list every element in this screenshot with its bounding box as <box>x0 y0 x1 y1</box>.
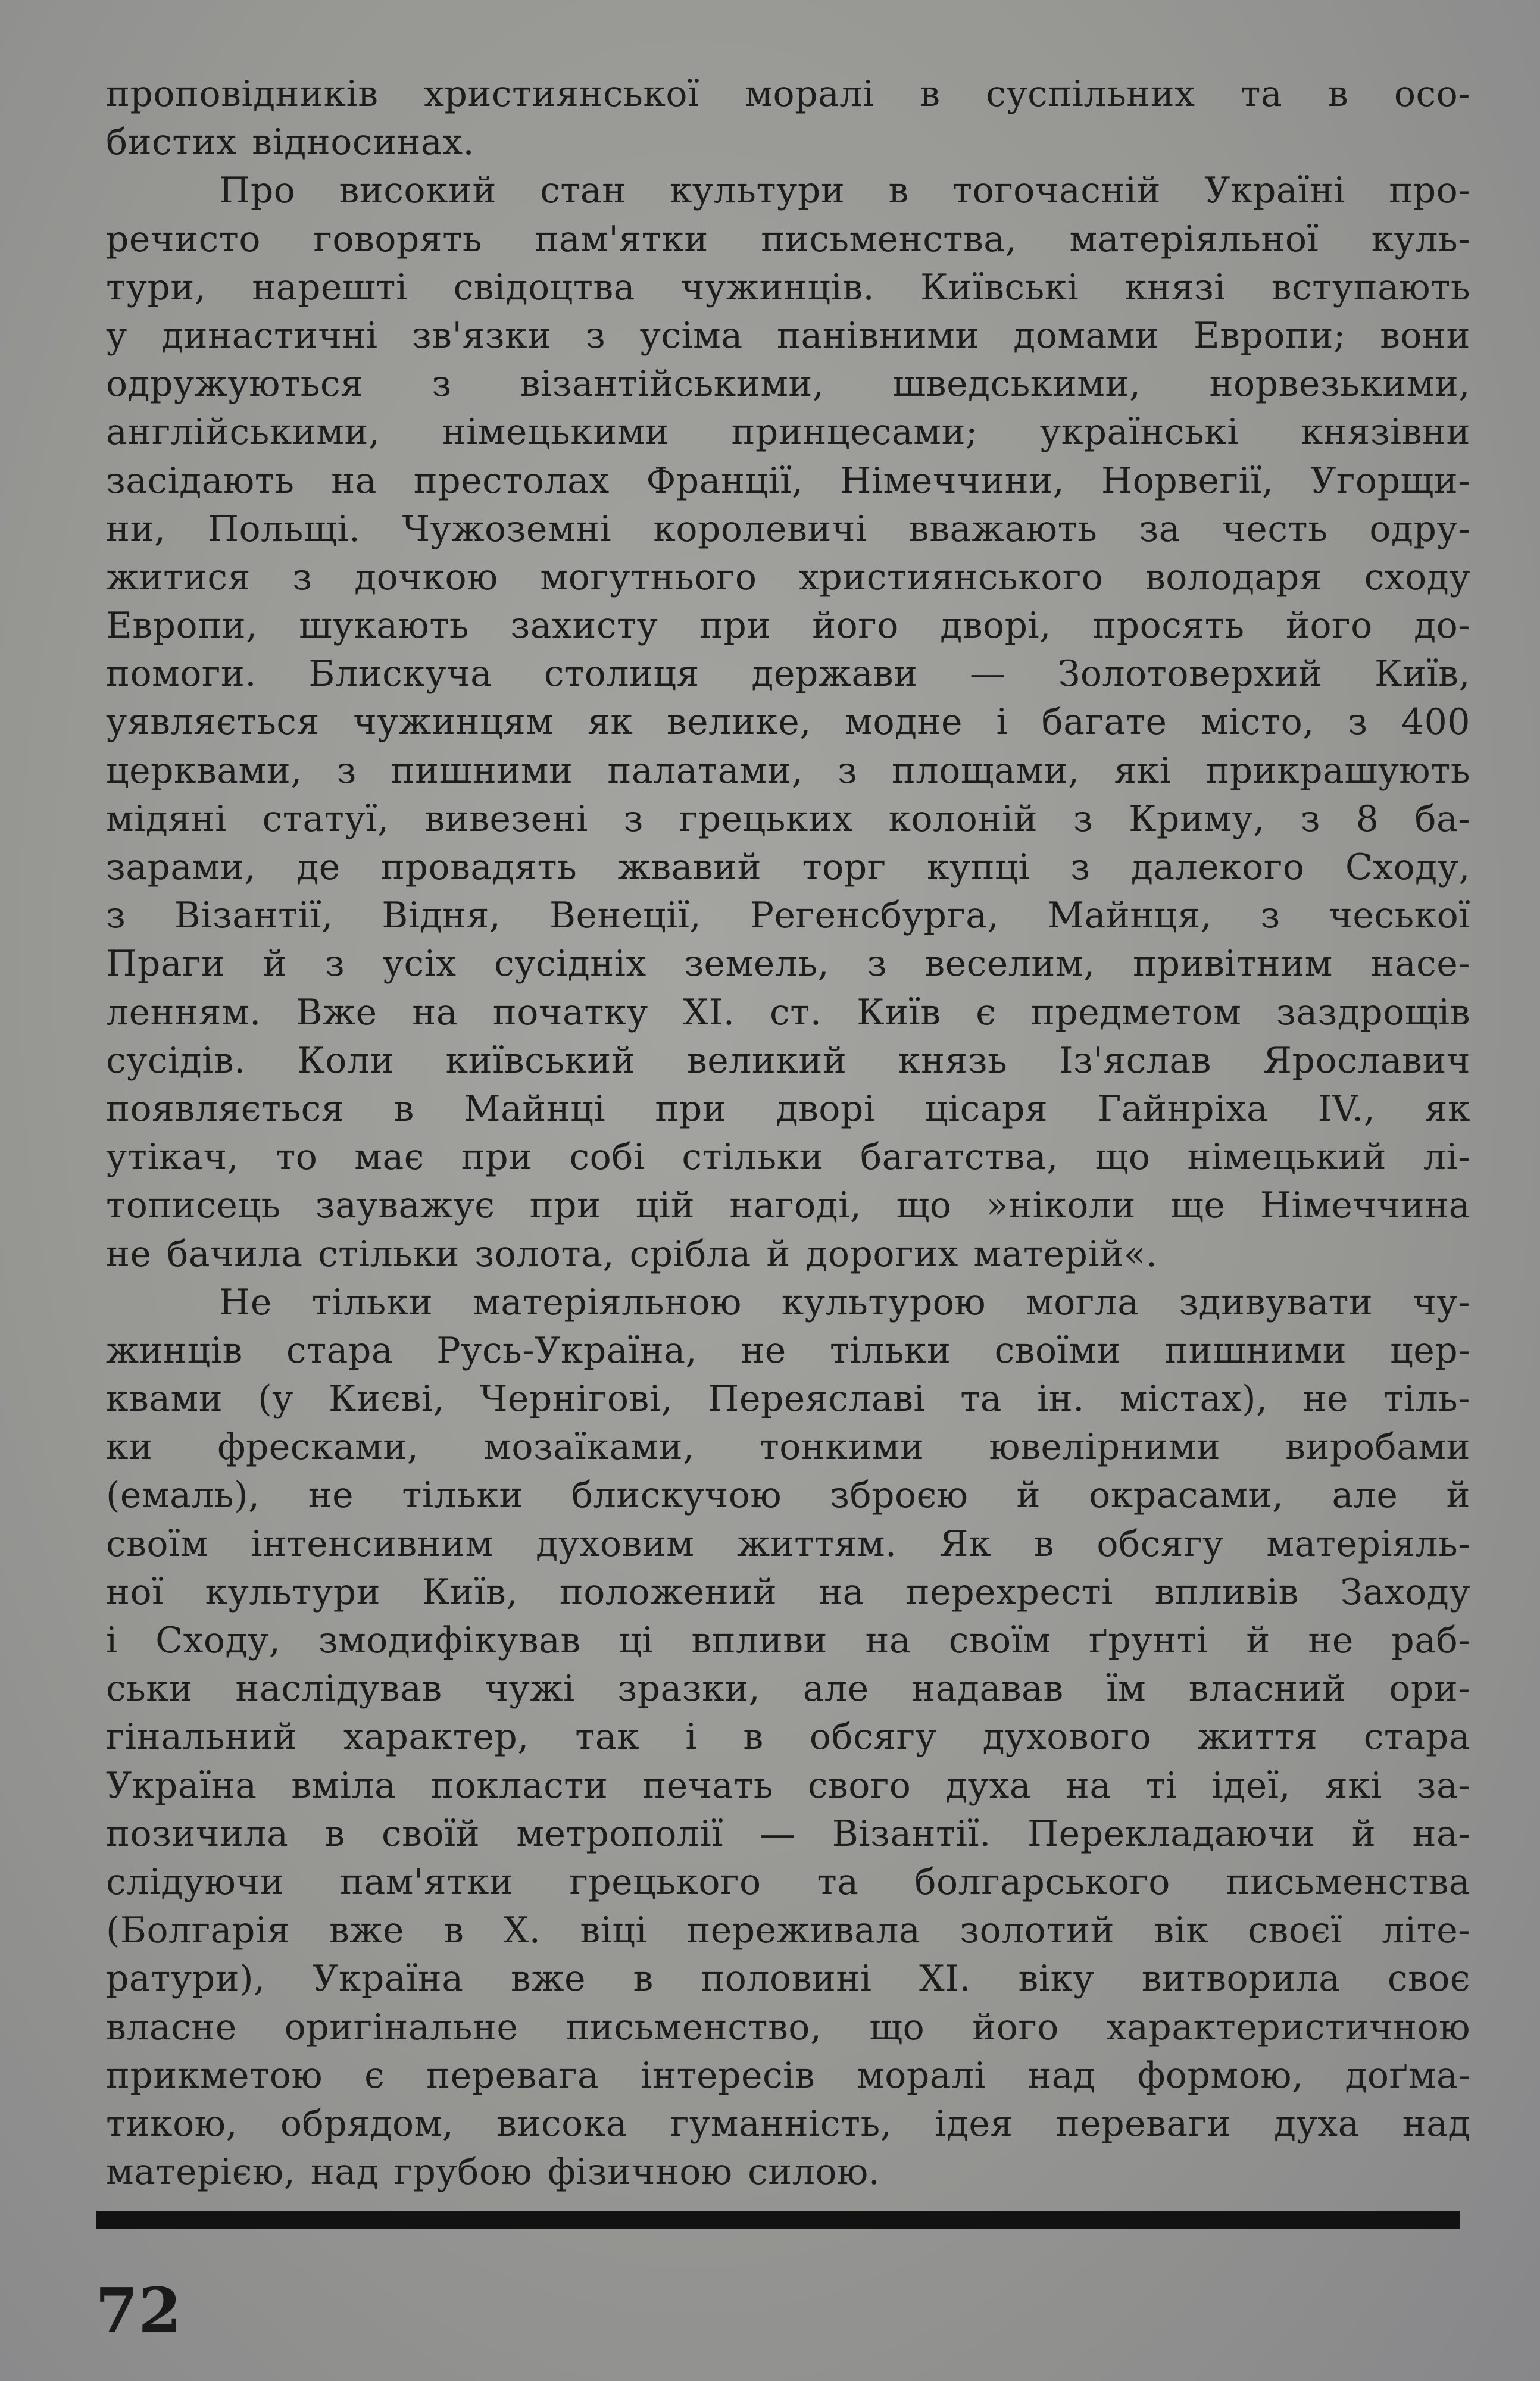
text-line: Про високий стан культури в тогочасній Україні про- <box>219 170 1470 212</box>
text-line: слідуючи пам'ятки грецького та болгарського письменства <box>106 1861 1470 1903</box>
text-line: уявляється чужинцям як велике, модне і багате місто, з 400 <box>106 701 1470 743</box>
text-line: своїм інтенсивним духовим життям. Як в обсягу матеріяль- <box>106 1523 1470 1565</box>
text-line: гінальний характер, так і в обсягу духового життя стара <box>106 1716 1470 1758</box>
text-line: сусідів. Коли київський великий князь Із'яслав Ярославич <box>106 1039 1470 1082</box>
footer-rule <box>96 2211 1460 2229</box>
text-line: прикметою є перевага інтересів моралі над формою, доґма- <box>106 2054 1470 2096</box>
text-line: церквами, з пишними палатами, з площами, які прикрашують <box>106 749 1470 792</box>
text-line: утікач, то має при собі стільки багатства, що німецький лі- <box>106 1136 1470 1179</box>
text-line: появляється в Майнці при дворі цісаря Гайнріха IV., як <box>106 1088 1470 1130</box>
page-number: 72 <box>95 2274 182 2347</box>
text-line: мідяні статуї, вивезені з грецьких колоній з Криму, з 8 ба- <box>106 798 1470 840</box>
text-line: речисто говорять пам'ятки письменства, матеріяльної куль- <box>106 218 1470 260</box>
text-line: тописець зауважує при цій нагоді, що »ніколи ще Німеччина <box>106 1185 1470 1227</box>
text-line: ленням. Вже на початку XI. ст. Київ є предметом заздрощів <box>106 991 1470 1033</box>
text-line: ратури), Україна вже в половині XI. віку витворила своє <box>106 1958 1470 2000</box>
text-line: (Болгарія вже в X. віці переживала золотий вік своєї літе- <box>106 1910 1470 1952</box>
text-line: Не тільки матеріяльною культурою могла здивувати чу- <box>219 1281 1470 1323</box>
text-line: ськи наслідував чужі зразки, але надавав їм власний ори- <box>106 1668 1470 1710</box>
text-line: позичила в своїй метрополії — Візантії. Перекладаючи й на- <box>106 1813 1470 1855</box>
text-line: ни, Польщі. Чужоземні королевичі вважають за честь одру- <box>106 508 1470 550</box>
body-text <box>106 70 1470 2196</box>
text-line: англійськими, німецькими принцесами; українські князівни <box>106 411 1470 454</box>
text-line: квами (у Києві, Чернігові, Переяславі та ін. містах), не тіль- <box>106 1378 1470 1420</box>
text-line: (емаль), не тільки блискучою зброєю й окрасами, але й <box>106 1474 1470 1517</box>
text-line: власне оригінальне письменство, що його характеристичною <box>106 2006 1470 2048</box>
text-line: помоги. Блискуча столиця держави — Золотоверхий Київ, <box>106 653 1470 695</box>
text-line: жинців стара Русь-Україна, не тільки своїми пишними цер- <box>106 1329 1470 1371</box>
text-line: проповідників християнської моралі в суспільних та в осо- <box>106 73 1470 115</box>
text-line: у династичні зв'язки з усіма панівними домами Европи; вони <box>106 314 1470 357</box>
text-line: тикою, обрядом, висока гуманність, ідея переваги духа над <box>106 2102 1470 2145</box>
text-line: не бачила стільки золота, срібла й дорогих матерій«. <box>106 1233 1158 1275</box>
text-line: бистих відносинах. <box>106 121 475 164</box>
text-line: Европи, шукають захисту при його дворі, просять його до- <box>106 605 1470 647</box>
text-line: з Візантії, Відня, Венеції, Регенсбурга, Майнця, з чеської <box>106 895 1470 937</box>
text-line: ної культури Київ, положений на перехресті впливів Заходу <box>106 1571 1470 1613</box>
text-line: одружуються з візантійськими, шведськими, норвезькими, <box>106 363 1470 405</box>
text-line: засідають на престолах Франції, Німеччини, Норвегії, Угорщи- <box>106 460 1470 502</box>
text-line: матерією, над грубою фізичною силою. <box>106 2151 880 2193</box>
text-line: тури, нарешті свідоцтва чужинців. Київські князі вступають <box>106 266 1470 308</box>
text-line: житися з дочкою могутнього християнського володаря сходу <box>106 556 1470 598</box>
text-line: і Сходу, змодифікував ці впливи на своїм ґрунті й не раб- <box>106 1620 1470 1661</box>
text-line: зарами, де провадять жвавий торг купці з далекого Сходу, <box>106 846 1470 888</box>
text-line: Праги й з усіх сусідніх земель, з веселим, привітним насе- <box>106 943 1470 985</box>
text-line: ки фресками, мозаїками, тонкими ювелірними виробами <box>106 1426 1470 1468</box>
text-line: Україна вміла покласти печать свого духа на ті ідеї, які за- <box>106 1764 1470 1807</box>
